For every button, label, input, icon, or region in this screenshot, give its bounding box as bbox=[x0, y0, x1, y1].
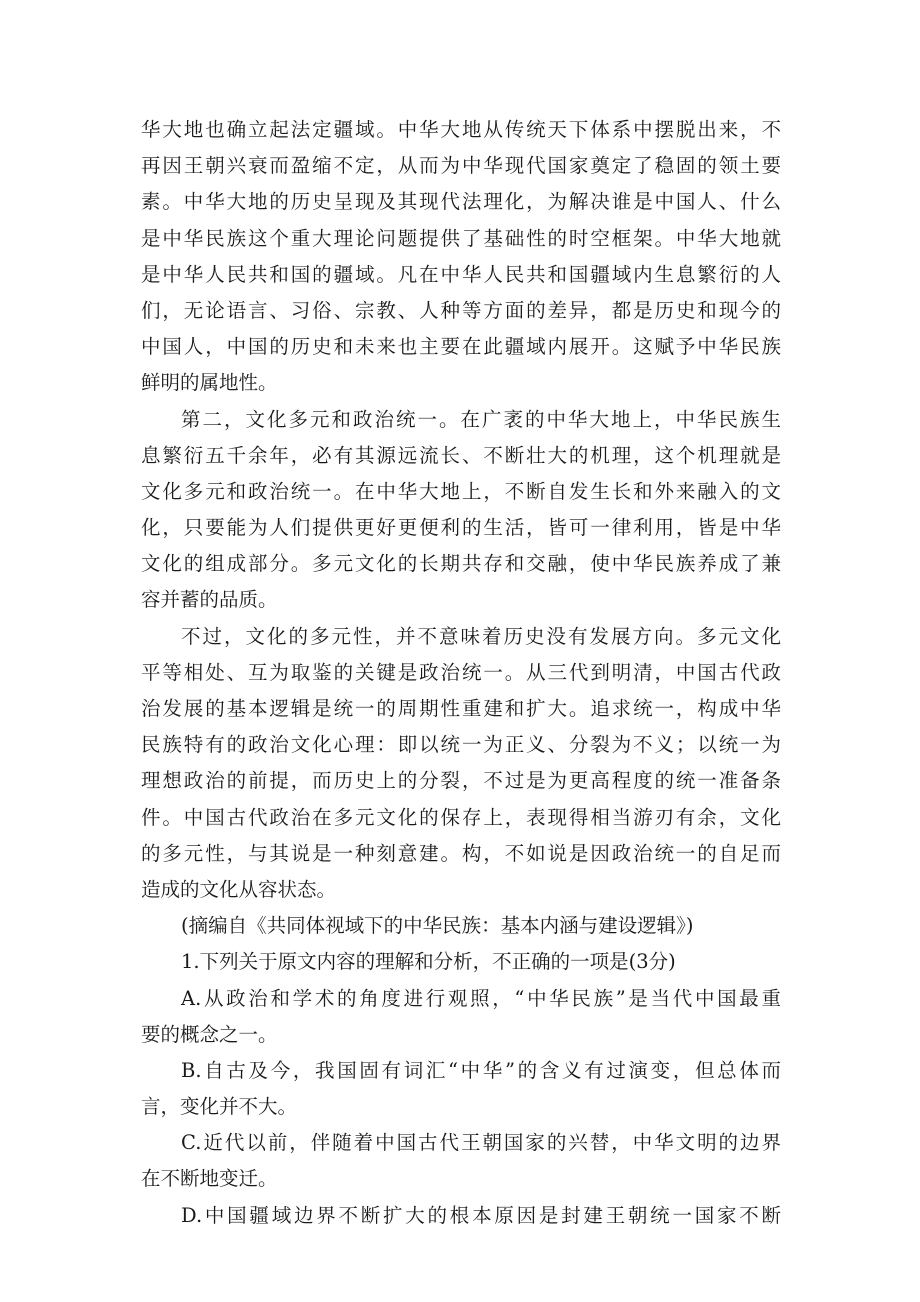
text-line: 民族特有的政治文化心理：即以统一为正义、分裂为不义；以统一为 bbox=[141, 733, 781, 757]
text-line: 1.下列关于原文内容的理解和分析，不正确的一项是(3分) bbox=[181, 950, 676, 974]
text-line: 们，无论语言、习俗、宗教、人种等方面的差异，都是历史和现今的 bbox=[141, 298, 781, 322]
text-line: 文化多元和政治统一。在中华大地上，不断自发生长和外来融入的文 bbox=[141, 479, 781, 503]
text-line: 中国人，中国的历史和未来也主要在此疆域内展开。这赋予中华民族 bbox=[141, 335, 781, 359]
text-line: 理想政治的前提，而历史上的分裂，不过是为更高程度的统一准备条 bbox=[141, 769, 781, 793]
text-line: A.从政治和学术的角度进行观照，“中华民族”是当代中国最重 bbox=[181, 986, 781, 1010]
text-line: D.中国疆域边界不断扩大的根本原因是封建王朝统一国家不断 bbox=[181, 1203, 781, 1227]
text-line: 息繁衍五千余年，必有其源远流长、不断壮大的机理，这个机理就是 bbox=[141, 443, 781, 467]
text-line: 素。中华大地的历史呈现及其现代法理化，为解决谁是中国人、什么 bbox=[141, 190, 781, 214]
text-line: 在不断地变迁。 bbox=[141, 1167, 278, 1191]
text-line: 华大地也确立起法定疆域。中华大地从传统天下体系中摆脱出来，不 bbox=[141, 118, 781, 141]
text-line: C.近代以前，伴随着中国古代王朝国家的兴替，中华文明的边界 bbox=[181, 1131, 781, 1155]
text-line: 是中华民族这个重大理论问题提供了基础性的时空框架。中华大地就 bbox=[141, 226, 781, 250]
text-line: B.自古及今，我国固有词汇“中华”的含义有过演变，但总体而 bbox=[181, 1058, 781, 1082]
text-line: (摘编自《共同体视域下的中华民族：基本内涵与建设逻辑》) bbox=[181, 914, 694, 938]
text-line: 化，只要能为人们提供更好更便利的生活，皆可一律利用，皆是中华 bbox=[141, 516, 781, 540]
text-line: 文化的组成部分。多元文化的长期共存和交融，使中华民族养成了兼 bbox=[141, 552, 781, 576]
text-line: 治发展的基本逻辑是统一的周期性重建和扩大。追求统一，构成中华 bbox=[141, 697, 781, 720]
document-page bbox=[141, 112, 781, 1234]
text-line: 鲜明的属地性。 bbox=[141, 371, 278, 395]
text-line: 第二，文化多元和政治统一。在广袤的中华大地上，中华民族生 bbox=[181, 407, 781, 431]
text-line: 容并蓄的品质。 bbox=[141, 588, 278, 612]
text-line: 不过，文化的多元性，并不意味着历史没有发展方向。多元文化 bbox=[181, 624, 781, 648]
text-line: 再因王朝兴衰而盈缩不定，从而为中华现代国家奠定了稳固的领土要 bbox=[141, 154, 781, 178]
text-line: 平等相处、互为取鉴的关键是政治统一。从三代到明清，中国古代政 bbox=[141, 660, 781, 684]
text-line: 造成的文化从容状态。 bbox=[141, 877, 337, 901]
text-line: 是中华人民共和国的疆域。凡在中华人民共和国疆域内生息繁衍的人 bbox=[141, 262, 781, 286]
text-line: 件。中国古代政治在多元文化的保存上，表现得相当游刃有余，文化 bbox=[141, 805, 781, 829]
text-line: 的多元性，与其说是一种刻意建。构，不如说是因政治统一的自足而 bbox=[141, 841, 781, 865]
text-line: 言，变化并不大。 bbox=[141, 1095, 298, 1119]
text-line: 要的概念之一。 bbox=[141, 1022, 278, 1046]
